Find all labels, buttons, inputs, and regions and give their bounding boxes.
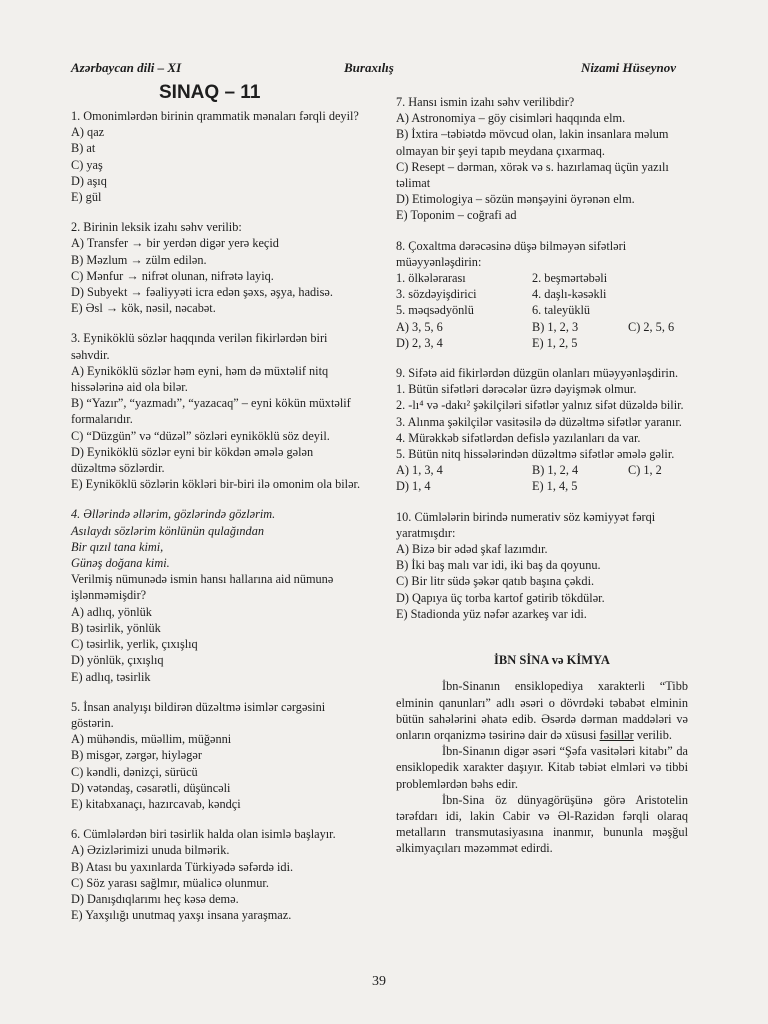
question-text: 8. Çoxaltma dərəcəsinə düşə bilməyən sifətləri müəyyənləşdirin: — [396, 238, 627, 269]
answer-option: A) Əzizlərimizi unuda bilmərik. — [71, 843, 230, 858]
question-block — [71, 108, 361, 205]
answer-option: B) İxtira –təbiətdə mövcud olan, lakin insanlara məlum olmayan bir şeyi tapıb meydana çıxarmaq. — [396, 127, 669, 158]
answer-option: E) 1, 4, 5 — [532, 479, 578, 494]
list-item: 6. taleyüklü — [532, 303, 591, 318]
question-text: 3. Eyniköklü sözlər haqqında verilən fikirlərdən biri səhvdir. — [71, 331, 328, 362]
header-subject: Azərbaycan dili – XI — [71, 60, 182, 75]
answer-option: D) Qapıya üç torba kartof gətirib tökdülər. — [396, 590, 605, 605]
answer-option: D) Subyekt → fəaliyyəti icra edən şəxs, əşya, hadisə. — [71, 285, 333, 300]
answer-option: D) vətəndaş, cəsarətli, düşüncəli — [71, 780, 231, 795]
answer-option: B) 1, 2, 4 — [532, 463, 579, 478]
question-text: 9. Sifətə aid fikirlərdən düzgün olanları müəyyənləşdirin. — [396, 366, 679, 381]
question-text: Verilmiş nümunədə ismin hansı hallarına aid nümunə işlənməmişdir? — [71, 572, 334, 603]
answer-option: A) 3, 5, 6 — [396, 319, 443, 334]
question-block — [396, 365, 688, 495]
answer-option: D) 1, 4 — [396, 479, 431, 494]
question-text: 2. Birinin leksik izahı səhv verilib: — [71, 220, 242, 235]
article-title: İBN SİNA və KİMYA — [494, 653, 610, 668]
answer-option: E) kitabxanaçı, hazırcavab, kəndçi — [71, 796, 241, 811]
answer-grid — [396, 319, 688, 351]
answer-option: D) yönlük, çıxışlıq — [71, 653, 164, 668]
answer-option: B) İki baş malı var idi, iki baş da qoyunu. — [396, 558, 601, 573]
answer-option: E) Yaxşılığı unutmaq yaxşı insana yaraşmaz. — [71, 908, 292, 923]
answer-option: B) “Yazır”, “yazmadı”, “yazacaq” – eyni kökün müxtəlif formalarıdır. — [71, 396, 351, 427]
answer-option: E) adlıq, təsirlik — [71, 669, 151, 684]
answer-option: B) Atası bu yaxınlarda Türkiyədə səfərdə idi. — [71, 859, 294, 874]
question-block — [71, 699, 361, 812]
article-paragraph-2: İbn-Sinanın digər əsəri “Şəfa vasitələri kitabı” da ensiklopedik xarakter daşıyır. Kitab təbiət elmləri və tibbi problemlərdən bəhs edir. — [396, 744, 688, 791]
question-block — [71, 330, 361, 492]
answer-option: E) Eyniköklü sözlərin kökləri bir-biri ilə omonim ola bilər. — [71, 477, 361, 492]
list-item: 4. daşlı-kəsəkli — [532, 287, 607, 302]
question-text: 10. Cümlələrin birində numerativ söz kəmiyyət fərqi yaratmışdır: — [396, 509, 656, 540]
answer-option: D) 2, 3, 4 — [396, 335, 443, 350]
answer-option: A) 1, 3, 4 — [396, 463, 443, 478]
question-text: 7. Hansı ismin izahı səhv verilibdir? — [396, 95, 575, 109]
answer-option: C) “Düzgün” və “düzəl” sözləri eyniköklü söz deyil. — [71, 428, 330, 443]
answer-option: E) Stadionda yüz nəfər azarkeş var idi. — [396, 606, 587, 621]
answer-option: C) təsirlik, yerlik, çıxışlıq — [71, 637, 198, 652]
answer-option: C) yaş — [71, 157, 103, 172]
answer-option: B) 1, 2, 3 — [532, 319, 579, 334]
statement-line: 4. Mürəkkəb sifətlərdən defislə yazılanları da var. — [396, 430, 641, 445]
answer-option: A) Eyniköklü sözlər həm eyni, həm də müxtəlif nitq hissələrinə aid ola bilər. — [71, 363, 329, 395]
question-text: 5. İnsan analyışı bildirən düzəltmə isimlər cərgəsini göstərin. — [71, 699, 326, 730]
question-text: 6. Cümlələrdən biri təsirlik halda olan isimlə başlayır. — [71, 827, 336, 842]
article-paragraph-3: İbn-Sina öz dünyagörüşünə görə Aristotelin tərəfdarı idi, lakin Cabir və Əl-Razidən fərqli olaraq metalların transmutasiyasına inanmır, bununla məşğul əlkimyaçıları məzəmmət edirdi. — [396, 792, 688, 856]
header-author: Nizami Hüseynov — [581, 60, 676, 75]
poem-line: Bir qızıl tana kimi, — [71, 539, 164, 554]
question-block — [396, 94, 688, 224]
answer-option: B) at — [71, 141, 96, 156]
answer-option: C) Söz yarası sağlmır, müalicə olunmur. — [71, 875, 269, 890]
statement-line: 2. -lı⁴ və -dakı² şəkilçiləri sifətlər yalnız sifət düzəldə bilir. — [396, 398, 684, 413]
answer-option: A) Bizə bir ədəd şkaf lazımdır. — [396, 542, 548, 557]
right-column — [396, 94, 688, 857]
statement-line: 1. Bütün sifətləri dərəcələr üzrə dəyişmək olmur. — [396, 382, 637, 397]
page-number: 39 — [372, 974, 386, 989]
answer-option: B) misgər, zərgər, hiyləgər — [71, 748, 202, 763]
answer-option: C) Mənfur → nifrət olunan, nifrətə layiq. — [71, 268, 274, 283]
answer-option: D) Danışdıqlarımı heç kəsə demə. — [71, 891, 239, 906]
list-item: 1. ölkələrarası — [396, 271, 466, 286]
question-block — [396, 238, 688, 351]
list-item: 5. məqsədyönlü — [396, 303, 474, 318]
item-list — [396, 270, 688, 319]
poem-line: Günəş doğana kimi. — [71, 556, 170, 571]
answer-option: C) 2, 5, 6 — [628, 319, 675, 334]
test-title: SINAQ – 11 — [159, 82, 261, 103]
question-block — [71, 506, 361, 684]
answer-option: D) Eyniköklü sözlər eyni bir kökdən əmələ gələn düzəltmə sözlərdir. — [71, 444, 314, 476]
question-block — [71, 826, 361, 923]
answer-option: C) 1, 2 — [628, 463, 662, 478]
answer-option: A) adlıq, yönlük — [71, 604, 152, 619]
article-paragraph-1: İbn-Sinanın ensiklopediya xarakterli “Tibb elminin qanunları” adlı əsəri o dövrdəki təbabət elminin bütün sahələrini əhatə edib. Əsərdə dərman maddələri və onların orqanizmə təsirinə dair də xüsusi fəsillər verilib. — [396, 679, 688, 742]
answer-option: D) Etimologiya – sözün mənşəyini öyrənən elm. — [396, 192, 635, 207]
header-section: Buraxılış — [344, 60, 394, 75]
answer-option: A) mühəndis, müəllim, müğənni — [71, 732, 232, 747]
question-block — [71, 219, 361, 316]
statement-line: 5. Bütün nitq hissələrindən düzəltmə sifətlər əmələ gəlir. — [396, 447, 675, 462]
question-text: 1. Omonimlərdən birinin qrammatik mənaları fərqli deyil? — [71, 109, 359, 123]
list-item: 2. beşmərtəbəli — [532, 271, 608, 286]
answer-option: E) gül — [71, 190, 102, 205]
article — [396, 652, 688, 856]
answer-option — [628, 335, 690, 351]
answer-option: E) Əsl → kök, nəsil, nəcabət. — [71, 301, 216, 316]
answer-option: E) 1, 2, 5 — [532, 335, 578, 350]
answer-option: E) Toponim – coğrafi ad — [396, 208, 517, 223]
answer-option — [628, 478, 690, 494]
list-item: 3. sözdəyişdirici — [396, 287, 477, 302]
answer-option: C) Bir litr südə şəkər qatıb başına çəkdi. — [396, 574, 595, 589]
left-column — [71, 82, 361, 937]
poem-line: Asılaydı sözlərim könlünün qulağından — [71, 523, 264, 538]
question-block — [396, 509, 688, 622]
answer-option: C) kəndli, dənizçi, sürücü — [71, 764, 198, 779]
answer-option: A) Astronomiya – göy cisimləri haqqında elm. — [396, 111, 626, 126]
answer-option: B) Məzlum → zülm edilən. — [71, 252, 207, 267]
answer-option: B) təsirlik, yönlük — [71, 620, 161, 635]
answer-option: C) Resept – dərman, xörək və s. hazırlamaq üçün yazılı təlimat — [396, 159, 669, 191]
poem-line: 4. Əllərində əllərim, gözlərində gözlərim. — [71, 507, 276, 522]
answer-option: A) qaz — [71, 125, 105, 140]
statement-line: 3. Alınma şəkilçilər vasitəsilə də düzəltmə sifətlər yaranır. — [396, 414, 682, 429]
answer-option: D) aşıq — [71, 173, 107, 188]
answer-option: A) Transfer → bir yerdən digər yerə keçid — [71, 236, 279, 251]
answer-grid — [396, 462, 688, 494]
